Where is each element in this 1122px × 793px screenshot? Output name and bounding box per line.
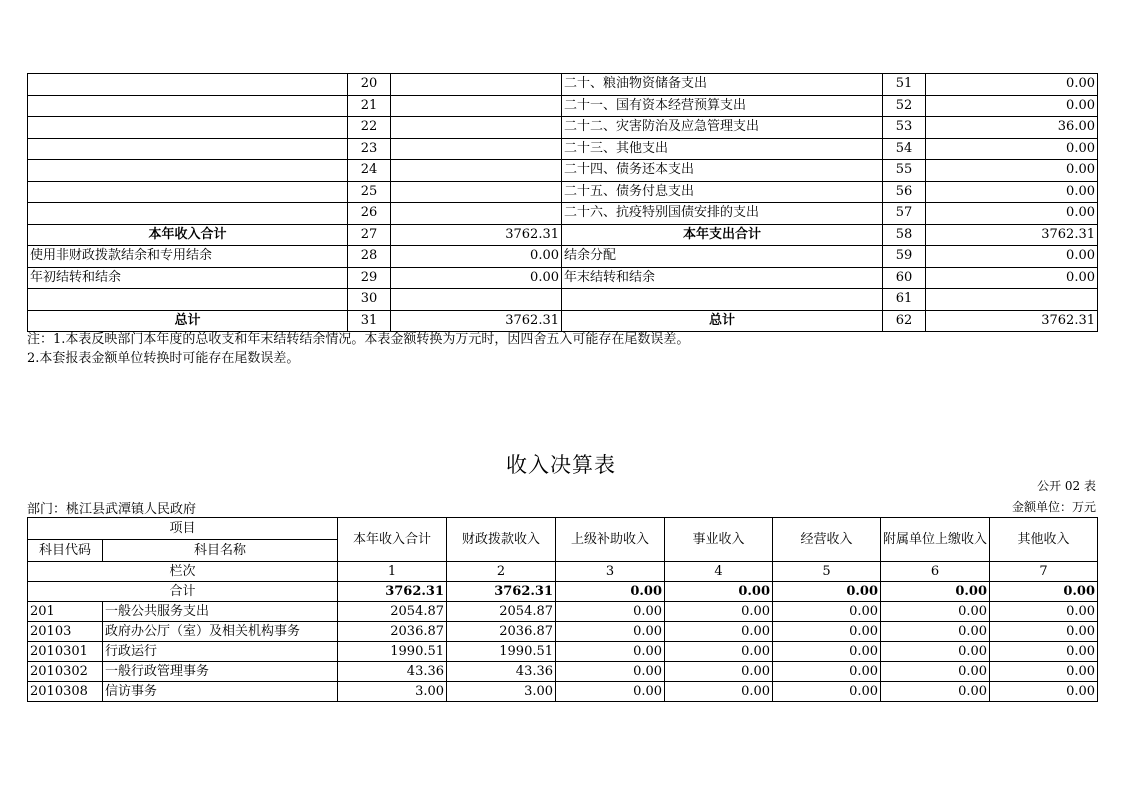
table-row <box>28 662 1098 682</box>
column-index-label: 栏次 <box>28 562 338 582</box>
left-line-number: 20 <box>348 74 391 96</box>
right-line-number: 53 <box>883 117 926 139</box>
subject-code: 20103 <box>28 622 103 642</box>
right-amount: 3762.31 <box>926 310 1098 332</box>
left-amount: 0.00 <box>391 246 562 268</box>
summary-row <box>28 181 1098 203</box>
right-item-label: 二十四、债务还本支出 <box>562 160 883 182</box>
subject-name: 政府办公厅（室）及相关机构事务 <box>103 622 338 642</box>
summary-table-continued <box>27 73 1098 332</box>
left-item-label: 年初结转和结余 <box>28 267 348 289</box>
left-item-label <box>28 203 348 225</box>
left-item-label <box>28 181 348 203</box>
left-item-label <box>28 95 348 117</box>
right-item-label: 本年支出合计 <box>562 224 883 246</box>
left-line-number: 30 <box>348 289 391 311</box>
table-row <box>28 622 1098 642</box>
right-item-label: 二十六、抗疫特别国债安排的支出 <box>562 203 883 225</box>
right-item-label: 二十二、灾害防治及应急管理支出 <box>562 117 883 139</box>
right-line-number: 60 <box>883 267 926 289</box>
summary-row <box>28 289 1098 311</box>
right-line-number: 59 <box>883 246 926 268</box>
left-line-number: 31 <box>348 310 391 332</box>
amount-cell: 0.00 <box>556 602 665 622</box>
left-line-number: 25 <box>348 181 391 203</box>
total-value: 0.00 <box>556 582 665 602</box>
left-amount: 3762.31 <box>391 310 562 332</box>
total-value: 0.00 <box>665 582 773 602</box>
income-table-title: 收入决算表 <box>506 453 616 477</box>
right-amount: 0.00 <box>926 203 1098 225</box>
right-line-number: 56 <box>883 181 926 203</box>
summary-table-body <box>28 74 1098 332</box>
right-amount: 0.00 <box>926 95 1098 117</box>
amount-cell: 0.00 <box>665 622 773 642</box>
column-number: 1 <box>338 562 447 582</box>
subject-code: 201 <box>28 602 103 622</box>
amount-cell: 0.00 <box>990 662 1098 682</box>
summary-row <box>28 117 1098 139</box>
left-line-number: 21 <box>348 95 391 117</box>
amount-cell: 0.00 <box>990 682 1098 702</box>
amount-cell: 2036.87 <box>447 622 556 642</box>
right-item-label: 二十、粮油物资储备支出 <box>562 74 883 96</box>
amount-cell: 0.00 <box>881 602 990 622</box>
left-line-number: 22 <box>348 117 391 139</box>
right-line-number: 52 <box>883 95 926 117</box>
amount-unit-label: 金额单位：万元 <box>1011 500 1096 514</box>
summary-row <box>28 224 1098 246</box>
right-amount: 3762.31 <box>926 224 1098 246</box>
total-value: 3762.31 <box>447 582 556 602</box>
left-amount: 0.00 <box>391 267 562 289</box>
amount-cell: 0.00 <box>556 682 665 702</box>
summary-row <box>28 203 1098 225</box>
subject-code: 2010308 <box>28 682 103 702</box>
total-value: 0.00 <box>990 582 1098 602</box>
left-line-number: 27 <box>348 224 391 246</box>
amount-cell: 0.00 <box>556 642 665 662</box>
header-col-5: 经营收入 <box>773 518 881 562</box>
header-subject-name: 科目名称 <box>103 540 338 562</box>
department-label: 部门：桃江县武潭镇人民政府 <box>27 502 197 517</box>
amount-cell: 0.00 <box>556 662 665 682</box>
left-item-label <box>28 74 348 96</box>
amount-cell: 43.36 <box>447 662 556 682</box>
subject-name: 行政运行 <box>103 642 338 662</box>
amount-cell: 2036.87 <box>338 622 447 642</box>
right-amount: 0.00 <box>926 181 1098 203</box>
amount-cell: 0.00 <box>556 622 665 642</box>
header-row-1 <box>28 518 1098 540</box>
right-amount: 0.00 <box>926 138 1098 160</box>
total-value: 0.00 <box>773 582 881 602</box>
amount-cell: 0.00 <box>773 662 881 682</box>
amount-cell: 0.00 <box>773 642 881 662</box>
table-row <box>28 682 1098 702</box>
amount-cell: 0.00 <box>665 602 773 622</box>
left-line-number: 28 <box>348 246 391 268</box>
column-number: 5 <box>773 562 881 582</box>
left-line-number: 26 <box>348 203 391 225</box>
amount-cell: 2054.87 <box>447 602 556 622</box>
header-col-4: 事业收入 <box>665 518 773 562</box>
amount-cell: 0.00 <box>881 682 990 702</box>
right-item-label: 总计 <box>562 310 883 332</box>
amount-cell: 0.00 <box>990 642 1098 662</box>
amount-cell: 1990.51 <box>447 642 556 662</box>
right-line-number: 54 <box>883 138 926 160</box>
header-col-7: 其他收入 <box>990 518 1098 562</box>
summary-row <box>28 267 1098 289</box>
column-number: 3 <box>556 562 665 582</box>
column-number: 7 <box>990 562 1098 582</box>
summary-row <box>28 160 1098 182</box>
header-col-2: 财政拨款收入 <box>447 518 556 562</box>
amount-cell: 0.00 <box>665 642 773 662</box>
total-value: 3762.31 <box>338 582 447 602</box>
right-item-label: 结余分配 <box>562 246 883 268</box>
subject-code: 2010301 <box>28 642 103 662</box>
right-line-number: 58 <box>883 224 926 246</box>
total-row <box>28 582 1098 602</box>
summary-row <box>28 95 1098 117</box>
header-col-3: 上级补助收入 <box>556 518 665 562</box>
right-amount <box>926 289 1098 311</box>
right-amount: 0.00 <box>926 160 1098 182</box>
amount-cell: 0.00 <box>665 662 773 682</box>
income-table-body <box>28 602 1098 702</box>
note-line-2: 2.本套报表金额单位转换时可能存在尾数误差。 <box>27 351 300 366</box>
summary-row <box>28 246 1098 268</box>
table-row <box>28 642 1098 662</box>
header-subject-code: 科目代码 <box>28 540 103 562</box>
header-item: 项目 <box>28 518 338 540</box>
right-item-label: 二十三、其他支出 <box>562 138 883 160</box>
amount-cell: 0.00 <box>881 642 990 662</box>
subject-code: 2010302 <box>28 662 103 682</box>
amount-cell: 43.36 <box>338 662 447 682</box>
subject-name: 一般行政管理事务 <box>103 662 338 682</box>
amount-cell: 0.00 <box>990 622 1098 642</box>
left-amount <box>391 181 562 203</box>
note-line-1: 注：1.本表反映部门本年度的总收支和年末结转结余情况。本表金额转换为万元时，因四舍五入可能存在尾数误差。 <box>27 332 690 347</box>
amount-cell: 0.00 <box>773 682 881 702</box>
amount-cell: 1990.51 <box>338 642 447 662</box>
left-item-label: 本年收入合计 <box>28 224 348 246</box>
table-row <box>28 602 1098 622</box>
left-line-number: 24 <box>348 160 391 182</box>
right-line-number: 62 <box>883 310 926 332</box>
left-amount: 3762.31 <box>391 224 562 246</box>
left-item-label <box>28 138 348 160</box>
amount-cell: 0.00 <box>881 662 990 682</box>
right-amount: 36.00 <box>926 117 1098 139</box>
left-item-label: 总计 <box>28 310 348 332</box>
amount-cell: 0.00 <box>665 682 773 702</box>
left-line-number: 29 <box>348 267 391 289</box>
right-line-number: 51 <box>883 74 926 96</box>
left-amount <box>391 289 562 311</box>
right-line-number: 61 <box>883 289 926 311</box>
left-amount <box>391 203 562 225</box>
amount-cell: 0.00 <box>773 602 881 622</box>
right-item-label: 二十一、国有资本经营预算支出 <box>562 95 883 117</box>
table-code: 公开 02 表 <box>1037 479 1096 493</box>
left-amount <box>391 117 562 139</box>
right-item-label: 二十五、债务付息支出 <box>562 181 883 203</box>
left-item-label <box>28 117 348 139</box>
total-label: 合计 <box>28 582 338 602</box>
column-index-row <box>28 562 1098 582</box>
column-number: 4 <box>665 562 773 582</box>
left-amount <box>391 95 562 117</box>
left-line-number: 23 <box>348 138 391 160</box>
right-amount: 0.00 <box>926 267 1098 289</box>
amount-cell: 0.00 <box>990 602 1098 622</box>
amount-cell: 2054.87 <box>338 602 447 622</box>
subject-name: 信访事务 <box>103 682 338 702</box>
summary-row <box>28 138 1098 160</box>
amount-cell: 0.00 <box>773 622 881 642</box>
right-line-number: 55 <box>883 160 926 182</box>
left-item-label <box>28 289 348 311</box>
amount-cell: 3.00 <box>338 682 447 702</box>
header-col-6: 附属单位上缴收入 <box>881 518 990 562</box>
summary-row <box>28 310 1098 332</box>
right-amount: 0.00 <box>926 74 1098 96</box>
right-line-number: 57 <box>883 203 926 225</box>
left-amount <box>391 160 562 182</box>
column-number: 6 <box>881 562 990 582</box>
header-col-1: 本年收入合计 <box>338 518 447 562</box>
amount-cell: 3.00 <box>447 682 556 702</box>
total-value: 0.00 <box>881 582 990 602</box>
right-item-label: 年末结转和结余 <box>562 267 883 289</box>
column-number: 2 <box>447 562 556 582</box>
subject-name: 一般公共服务支出 <box>103 602 338 622</box>
left-amount <box>391 138 562 160</box>
left-item-label: 使用非财政拨款结余和专用结余 <box>28 246 348 268</box>
amount-cell: 0.00 <box>881 622 990 642</box>
income-table <box>27 517 1098 702</box>
left-item-label <box>28 160 348 182</box>
right-item-label <box>562 289 883 311</box>
summary-row <box>28 74 1098 96</box>
left-amount <box>391 74 562 96</box>
right-amount: 0.00 <box>926 246 1098 268</box>
